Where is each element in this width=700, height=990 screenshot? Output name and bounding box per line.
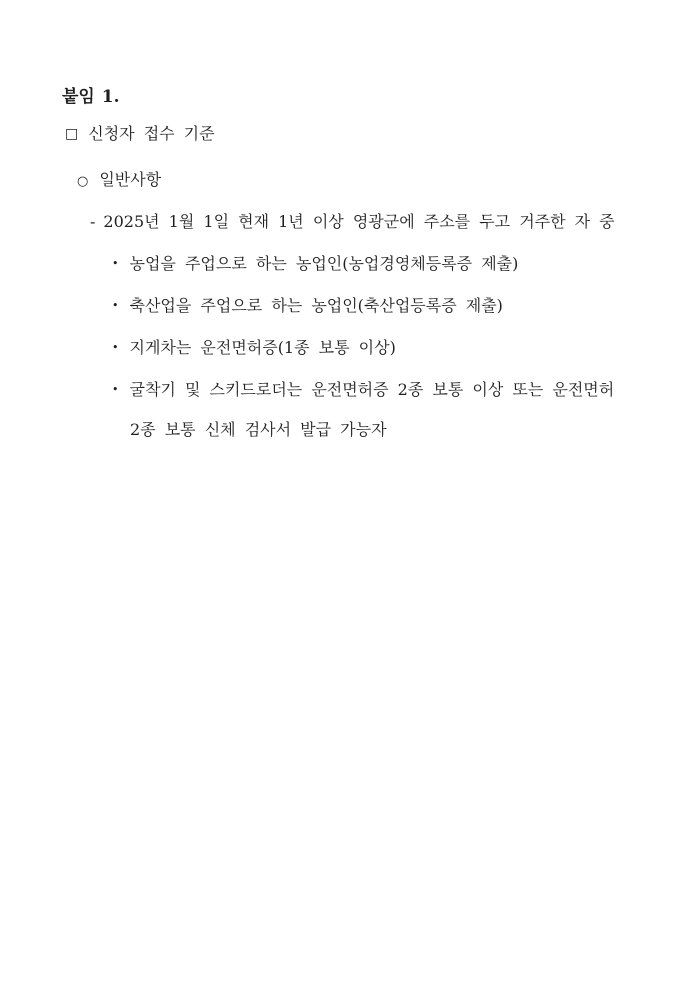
- attachment-heading: 붙임 1.: [62, 87, 120, 107]
- square-marker-icon: □: [65, 126, 79, 142]
- bullet-item: [112, 297, 503, 317]
- section-title-line: [65, 125, 215, 144]
- bullet-text: 축산업을 주업으로 하는 농업인(축산업등록증 제출): [129, 296, 503, 315]
- bullet-dot-icon: •: [112, 299, 119, 312]
- subsection-title: 일반사항: [99, 170, 162, 189]
- bullet-text: 지게차는 운전면허증(1종 보통 이상): [129, 338, 396, 357]
- bullet-text: 굴착기 및 스키드로더는 운전면허증 2종 보통 이상 또는 운전면허: [129, 380, 615, 399]
- section-title: 신청자 접수 기준: [88, 124, 215, 143]
- dash-marker: -: [90, 212, 96, 231]
- bullet-dot-icon: •: [112, 383, 119, 396]
- bullet-item: [112, 339, 396, 359]
- dash-item-text: 2025년 1월 1일 현재 1년 이상 영광군에 주소를 두고 거주한 자 중: [103, 212, 615, 231]
- bullet-dot-icon: •: [112, 257, 119, 270]
- bullet-item: [112, 255, 518, 275]
- circle-marker-icon: ○: [77, 174, 89, 189]
- subsection-title-line: [77, 171, 161, 191]
- bullet-item: [112, 381, 614, 401]
- dash-item-line: [90, 213, 615, 231]
- bullet-dot-icon: •: [112, 341, 119, 354]
- bullet-text: 농업을 주업으로 하는 농업인(농업경영체등록증 제출): [129, 254, 519, 273]
- bullet-text-continuation: 2종 보통 신체 검사서 발급 가능자: [130, 420, 387, 439]
